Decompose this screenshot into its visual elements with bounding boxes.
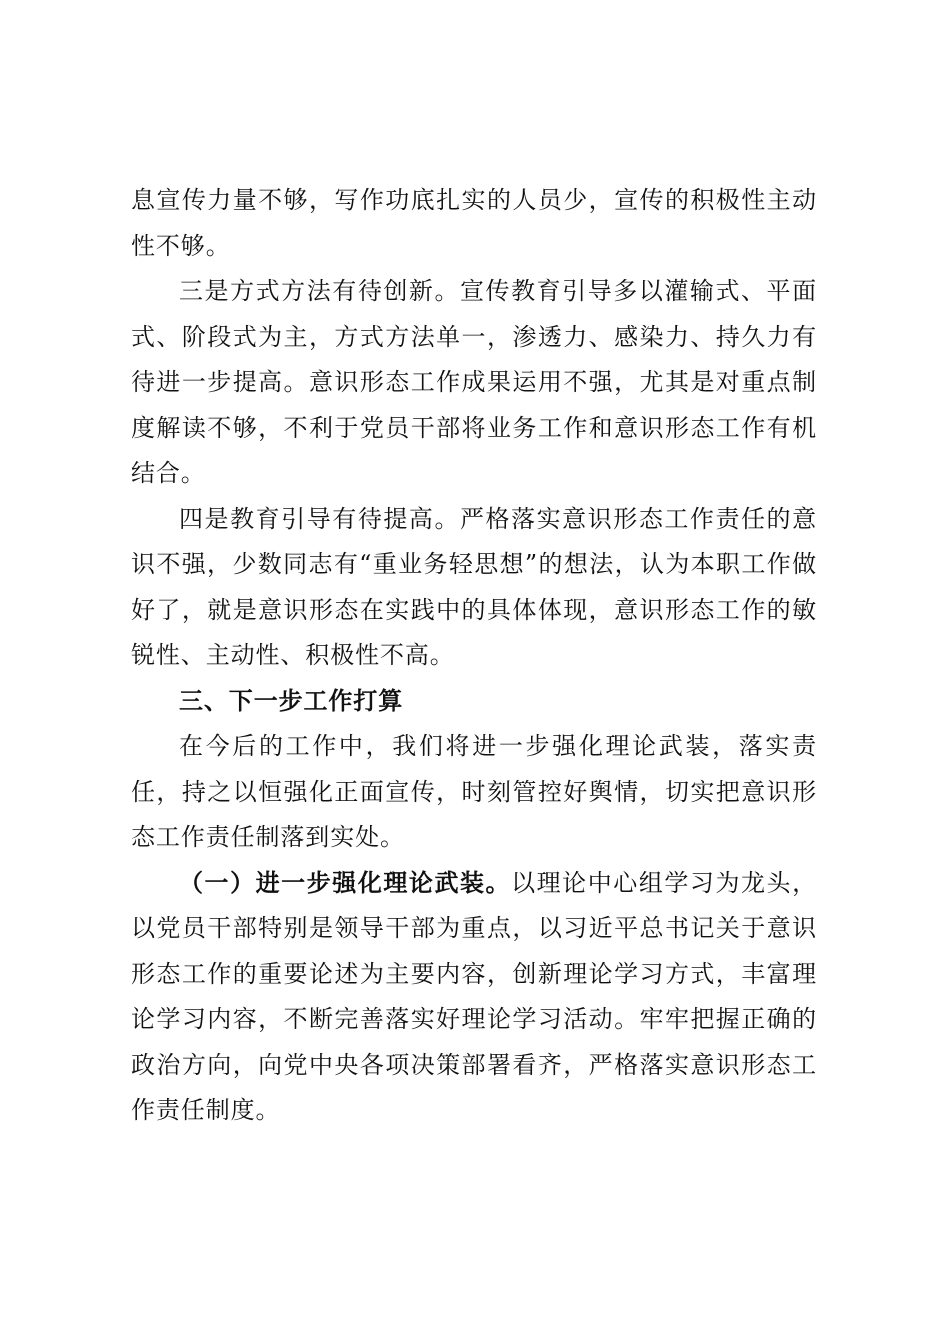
paragraph-next-steps-intro: 在今后的工作中，我们将进一步强化理论武装，落实责任，持之以恒强化正面宣传，时刻管控好舆情，切实把意识形态工作责任制落到实处。 [131, 732, 817, 851]
document-body [131, 178, 817, 1134]
paragraph-continuation: 息宣传力量不够，写作功底扎实的人员少，宣传的积极性主动性不够。 [131, 186, 817, 260]
section-heading-next-steps: 三、下一步工作打算 [179, 686, 404, 715]
subsection-one-text: 以理论中心组学习为龙头，以党员干部特别是领导干部为重点，以习近平总书记关于意识形态工作的重要论述为主要内容，创新理论学习方式，丰富理论学习内容，不断完善落实好理论学习活动。牢牢把握正确的政治方向，向党中央各项决策部署看齐，严格落实意识形态工作责任制度。 [131, 868, 817, 1124]
paragraph-point-three: 三是方式方法有待创新。宣传教育引导多以灌输式、平面式、阶段式为主，方式方法单一，渗透力、感染力、持久力有待进一步提高。意识形态工作成果运用不强，尤其是对重点制度解读不够，不利于党员干部将业务工作和意识形态工作有机结合。 [131, 277, 817, 487]
paragraph-point-four: 四是教育引导有待提高。严格落实意识形态工作责任的意识不强，少数同志有“重业务轻思想”的想法，认为本职工作做好了，就是意识形态在实践中的具体体现，意识形态工作的敏锐性、主动性、积极性不高。 [131, 504, 817, 669]
paragraph-subsection-one [131, 861, 817, 1134]
subsection-one-lead: （一）进一步强化理论武装。 [179, 868, 512, 897]
